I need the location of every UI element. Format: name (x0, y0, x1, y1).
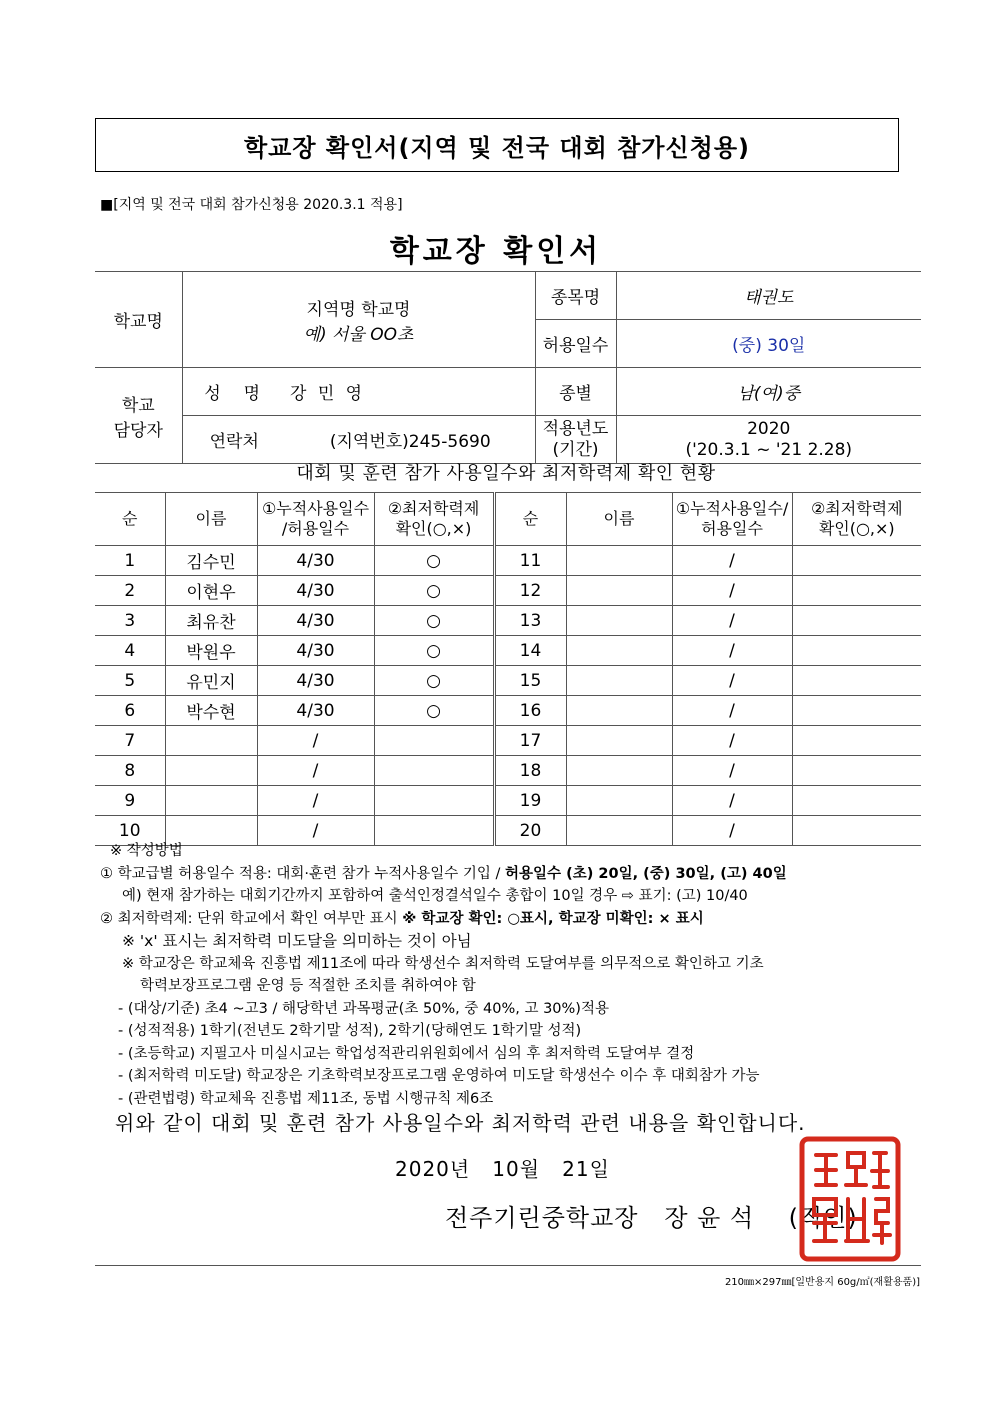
row-name: 최유찬 (165, 606, 257, 636)
row-used-days-right: / (672, 786, 792, 816)
year-label-line1: 적용년도 (542, 418, 609, 439)
row-name: 유민지 (165, 666, 257, 696)
table-row (95, 786, 921, 816)
row-min-academic-check-right (792, 696, 921, 726)
row-min-academic-check-right (792, 636, 921, 666)
row-no: 6 (95, 696, 165, 726)
row-used-days: / (257, 816, 374, 846)
header-used-right-line1: ①누적사용일수/ (675, 499, 789, 518)
row-used-days: / (257, 786, 374, 816)
year-value-line2: ('20.3.1 ~ '21 2.28) (685, 439, 853, 460)
row-min-academic-check-right (792, 756, 921, 786)
confirmation-statement: 위와 같이 대회 및 훈련 참가 사용일수와 최저학력 관련 내용을 확인합니다. (115, 1111, 806, 1135)
row-name-right (566, 726, 672, 756)
header-no-right: 순 (494, 493, 566, 546)
note-1-example: 예) 현재 참가하는 대회기간까지 포함하여 출석인정결석일수 총합이 10일 경우 ⇨ 표기: (고) 10/40 (122, 888, 748, 904)
row-name: 박수현 (165, 696, 257, 726)
note-2-c: ※ 'x' 표시는 최저학력 미도달을 의미하는 것이 아님 (122, 932, 472, 950)
row-no-right: 14 (494, 636, 566, 666)
allowed-days-value: (중) 30일 (616, 320, 921, 368)
row-used-days-right: / (672, 606, 792, 636)
contact-value: (지역번호)245-5690 (286, 416, 535, 464)
row-no-right: 17 (494, 726, 566, 756)
category-value: 남(여)중 (616, 368, 921, 416)
official-seal-icon (798, 1135, 902, 1263)
note-1 (100, 863, 787, 886)
row-min-academic-check (374, 756, 494, 786)
row-min-academic-check: ○ (374, 576, 494, 606)
header-check-line1: ②최저학력제 (387, 499, 480, 518)
staff-label-line2: 담당자 (113, 420, 163, 441)
row-used-days: 4/30 (257, 636, 374, 666)
row-used-days: 4/30 (257, 576, 374, 606)
row-name: 이현우 (165, 576, 257, 606)
row-min-academic-check: ○ (374, 636, 494, 666)
row-no-right: 15 (494, 666, 566, 696)
row-no-right: 13 (494, 606, 566, 636)
row-no-right: 20 (494, 816, 566, 846)
table-row (95, 546, 921, 576)
row-no: 5 (95, 666, 165, 696)
header-check-line2: 확인(○,×) (395, 519, 472, 538)
row-used-days: 4/30 (257, 696, 374, 726)
row-name-right (566, 546, 672, 576)
year-value (616, 416, 921, 464)
contact-label: 연락처 (182, 416, 286, 464)
detail-5: - (관련법령) 학교체육 진흥법 제11조, 동법 시행규칙 제6조 (118, 1090, 494, 1107)
row-min-academic-check-right (792, 786, 921, 816)
school-label: 학교명 (95, 272, 182, 368)
row-no: 3 (95, 606, 165, 636)
detail-1: - (대상/기준) 초4 ~고3 / 해당학년 과목평균(초 50%, 중 40%, 고 30%)적용 (118, 1000, 609, 1017)
document-title-box (95, 118, 899, 172)
header-no: 순 (95, 493, 165, 546)
header-used-right-line2: 허용일수 (701, 519, 763, 538)
header-check (374, 493, 494, 546)
table-row (95, 636, 921, 666)
header-used-right (672, 493, 792, 546)
row-used-days-right: / (672, 696, 792, 726)
school-line2: 예) 서울 OO초 (303, 324, 414, 345)
notes-heading: ※ 작성방법 (110, 843, 183, 859)
header-used (257, 493, 374, 546)
row-name-right (566, 756, 672, 786)
row-no: 9 (95, 786, 165, 816)
header-used-line1: ①누적사용일수 (261, 499, 370, 518)
row-no-right: 18 (494, 756, 566, 786)
year-label (535, 416, 616, 464)
row-min-academic-check: ○ (374, 546, 494, 576)
row-used-days: 4/30 (257, 606, 374, 636)
header-used-line2: /허용일수 (281, 519, 350, 538)
row-min-academic-check-right (792, 606, 921, 636)
row-name (165, 756, 257, 786)
allowed-days-label: 허용일수 (535, 320, 616, 368)
row-name-right (566, 666, 672, 696)
row-name: 박원우 (165, 636, 257, 666)
row-used-days-right: / (672, 726, 792, 756)
row-name-right (566, 786, 672, 816)
table-row (95, 696, 921, 726)
row-no-right: 19 (494, 786, 566, 816)
table-row (95, 756, 921, 786)
row-used-days-right: / (672, 816, 792, 846)
row-min-academic-check (374, 726, 494, 756)
sport-label: 종목명 (535, 272, 616, 320)
header-check-right-line1: ②최저학력제 (810, 499, 903, 518)
row-name (165, 786, 257, 816)
table-row (95, 666, 921, 696)
row-min-academic-check: ○ (374, 696, 494, 726)
row-no: 10 (95, 816, 165, 846)
detail-3: - (초등학교) 지필고사 미실시교는 학업성적관리위원회에서 심의 후 최저학력 도달여부 결정 (118, 1045, 695, 1062)
table-row (95, 726, 921, 756)
issue-date: 2020년 10월 21일 (395, 1157, 610, 1181)
row-used-days-right: / (672, 576, 792, 606)
row-min-academic-check-right (792, 726, 921, 756)
principal-signature-line: 전주기린중학교장 장 윤 석 (직인) (445, 1204, 858, 1232)
row-no: 8 (95, 756, 165, 786)
note-1-bold: 허용일수 (초) 20일, (중) 30일, (고) 40일 (505, 865, 787, 882)
header-name-right: 이름 (566, 493, 672, 546)
usage-table (95, 492, 921, 846)
note-2-text: ② 최저학력제: 단위 학교에서 확인 여부만 표시 (100, 910, 403, 927)
detail-2: - (성적적용) 1학기(전년도 2학기말 성적), 2학기(당해연도 1학기말 성적) (118, 1023, 582, 1039)
document-title: 학교장 확인서(지역 및 전국 대회 참가신청용) (243, 133, 751, 162)
row-min-academic-check (374, 786, 494, 816)
row-name-right (566, 576, 672, 606)
note-2-d2: 학력보장프로그램 운영 등 적절한 조치를 취하여야 함 (140, 978, 476, 994)
row-used-days-right: / (672, 636, 792, 666)
row-no: 4 (95, 636, 165, 666)
row-name-right (566, 636, 672, 666)
row-no: 1 (95, 546, 165, 576)
row-used-days: / (257, 756, 374, 786)
bottom-divider (95, 1265, 921, 1266)
row-no-right: 16 (494, 696, 566, 726)
note-1-text: ① 학교급별 허용일수 적용: 대회·훈련 참가 누적사용일수 기입 / (100, 865, 506, 882)
sport-value: 태권도 (616, 272, 921, 320)
writing-instructions (100, 840, 787, 1110)
row-used-days-right: / (672, 546, 792, 576)
row-used-days: 4/30 (257, 666, 374, 696)
main-title: 학교장 확인서 (389, 234, 603, 269)
detail-4: - (최저학력 미도달) 학교장은 기초학력보장프로그램 운영하여 미도달 학생선수 이수 후 대회참가 가능 (118, 1068, 760, 1084)
paper-spec: 210㎜×297㎜[일반용지 60g/㎡(재활용품)] (724, 1277, 920, 1288)
row-no-right: 11 (494, 546, 566, 576)
row-no: 7 (95, 726, 165, 756)
staff-label-line1: 학교 (121, 395, 155, 416)
row-min-academic-check-right (792, 576, 921, 606)
row-no: 2 (95, 576, 165, 606)
school-value (182, 272, 535, 368)
year-value-line1: 2020 (747, 418, 791, 439)
row-name: 김수민 (165, 546, 257, 576)
row-name-right (566, 696, 672, 726)
form-subnote: ■[지역 및 전국 대회 참가신청용 2020.3.1 적용] (100, 197, 403, 213)
row-used-days-right: / (672, 666, 792, 696)
header-check-right (792, 493, 921, 546)
header-name: 이름 (165, 493, 257, 546)
note-2 (100, 908, 787, 931)
note-2-bold: ※ 학교장 확인: ○표시, 학교장 미확인: × 표시 (402, 910, 704, 927)
name-label: 성 명 (182, 368, 286, 416)
note-2-d1: ※ 학교장은 학교체육 진흥법 제11조에 따라 학생선수 최저학력 도달여부를 의무적으로 확인하고 기초 (122, 955, 764, 972)
table-row (95, 576, 921, 606)
row-min-academic-check-right (792, 546, 921, 576)
row-min-academic-check-right (792, 816, 921, 846)
row-used-days: / (257, 726, 374, 756)
header-check-right-line2: 확인(○,×) (818, 519, 895, 538)
table-row (95, 606, 921, 636)
usage-section-title: 대회 및 훈련 참가 사용일수와 최저학력제 확인 현황 (296, 463, 716, 484)
category-label: 종별 (535, 368, 616, 416)
name-value: 강 민 영 (286, 368, 535, 416)
row-used-days-right: / (672, 756, 792, 786)
info-table (95, 271, 921, 464)
row-name (165, 726, 257, 756)
row-name-right (566, 606, 672, 636)
staff-label (95, 368, 182, 464)
row-min-academic-check: ○ (374, 606, 494, 636)
year-label-line2: (기간) (552, 439, 599, 460)
row-min-academic-check: ○ (374, 666, 494, 696)
school-line1: 지역명 학교명 (306, 299, 411, 320)
row-used-days: 4/30 (257, 546, 374, 576)
row-min-academic-check-right (792, 666, 921, 696)
row-no-right: 12 (494, 576, 566, 606)
